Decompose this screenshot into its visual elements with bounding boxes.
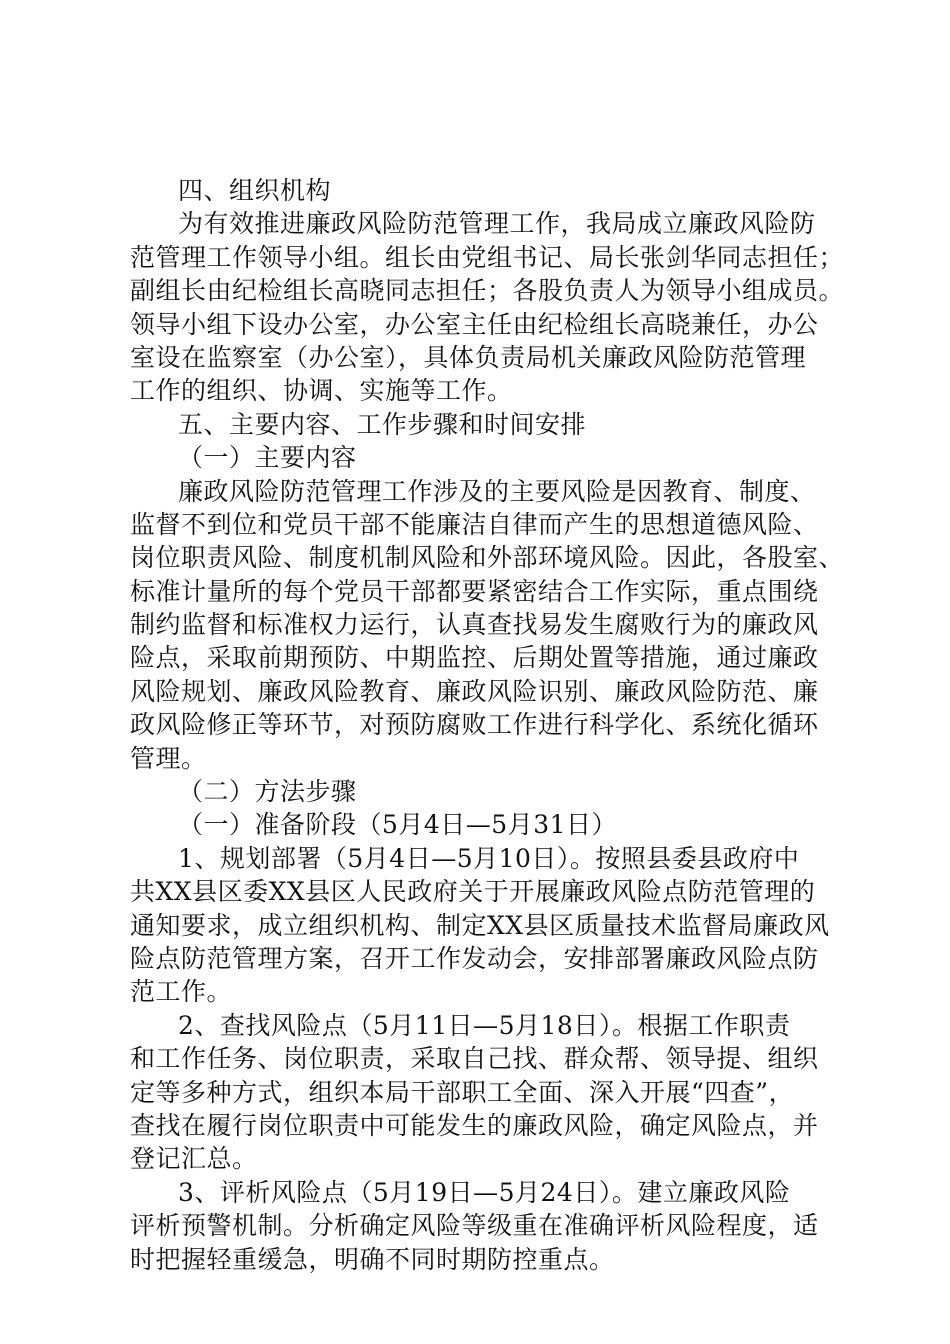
text-line: 五、主要内容、工作步骤和时间安排 <box>178 409 587 439</box>
text-line: 范工作。 <box>130 977 233 1007</box>
text-line: 共XX县区委XX县区人民政府关于开展廉政风险点防范管理的 <box>130 877 816 907</box>
text-line: 查找在履行岗位职责中可能发生的廉政风险，确定风险点，并 <box>130 1110 819 1140</box>
text-line: 廉政风险防范管理工作涉及的主要风险是因教育、制度、 <box>178 476 816 506</box>
text-line: 定等多种方式，组织本局干部职工全面、深入开展“四查”， <box>130 1077 795 1107</box>
text-line: （一）主要内容 <box>178 443 357 473</box>
text-line: 1、规划部署（5月4日—5月10日）。按照县委县政府中 <box>178 843 800 873</box>
text-line: 监督不到位和党员干部不能廉洁自律而产生的思想道德风险、 <box>130 509 819 539</box>
text-line: 四、组织机构 <box>178 176 332 205</box>
text-line: （一）准备阶段（5月4日—5月31日） <box>178 810 618 840</box>
text-line: 标准计量所的每个党员干部都要紧密结合工作实际，重点围绕 <box>130 576 819 606</box>
text-line: 评析预警机制。分析确定风险等级重在准确评析风险程度，适 <box>130 1211 819 1241</box>
text-line: 3、评析风险点（5月19日—5月24日）。建立廉政风险 <box>178 1177 791 1207</box>
text-line: 通知要求，成立组织机构、制定XX县区质量技术监督局廉政风 <box>130 910 830 940</box>
text-line: 制约监督和标准权力运行，认真查找易发生腐败行为的廉政风 <box>130 610 819 640</box>
text-line: 岗位职责风险、制度机制风险和外部环境风险。因此，各股室、 <box>130 543 845 573</box>
text-line: 管理。 <box>130 743 207 773</box>
document-body <box>130 174 845 1276</box>
text-line: 副组长由纪检组长高晓同志担任；各股负责人为领导小组成员。 <box>130 276 845 306</box>
text-line: 领导小组下设办公室，办公室主任由纪检组长高晓兼任，办公 <box>130 309 819 339</box>
text-line: 时把握轻重缓急，明确不同时期防控重点。 <box>130 1244 615 1274</box>
text-line: 登记汇总。 <box>130 1144 258 1174</box>
text-line: 和工作任务、岗位职责，采取自己找、群众帮、领导提、组织 <box>130 1044 819 1074</box>
text-line: 为有效推进廉政风险防范管理工作，我局成立廉政风险防 <box>178 209 816 239</box>
text-line: （二）方法步骤 <box>178 777 357 807</box>
text-line: 范管理工作领导小组。组长由党组书记、局长张剑华同志担任； <box>130 242 845 272</box>
text-line: 2、查找风险点（5月11日—5月18日）。根据工作职责 <box>178 1010 791 1040</box>
text-line: 险点防范管理方案，召开工作发动会，安排部署廉政风险点防 <box>130 943 819 973</box>
text-line: 险点，采取前期预防、中期监控、后期处置等措施，通过廉政 <box>130 643 819 673</box>
text-line: 风险规划、廉政风险教育、廉政风险识别、廉政风险防范、廉 <box>130 676 819 706</box>
text-line: 工作的组织、协调、实施等工作。 <box>130 376 513 406</box>
text-line: 室设在监察室（办公室），具体负责局机关廉政风险防范管理 <box>130 342 807 372</box>
text-line: 政风险修正等环节，对预防腐败工作进行科学化、系统化循环 <box>130 710 819 740</box>
